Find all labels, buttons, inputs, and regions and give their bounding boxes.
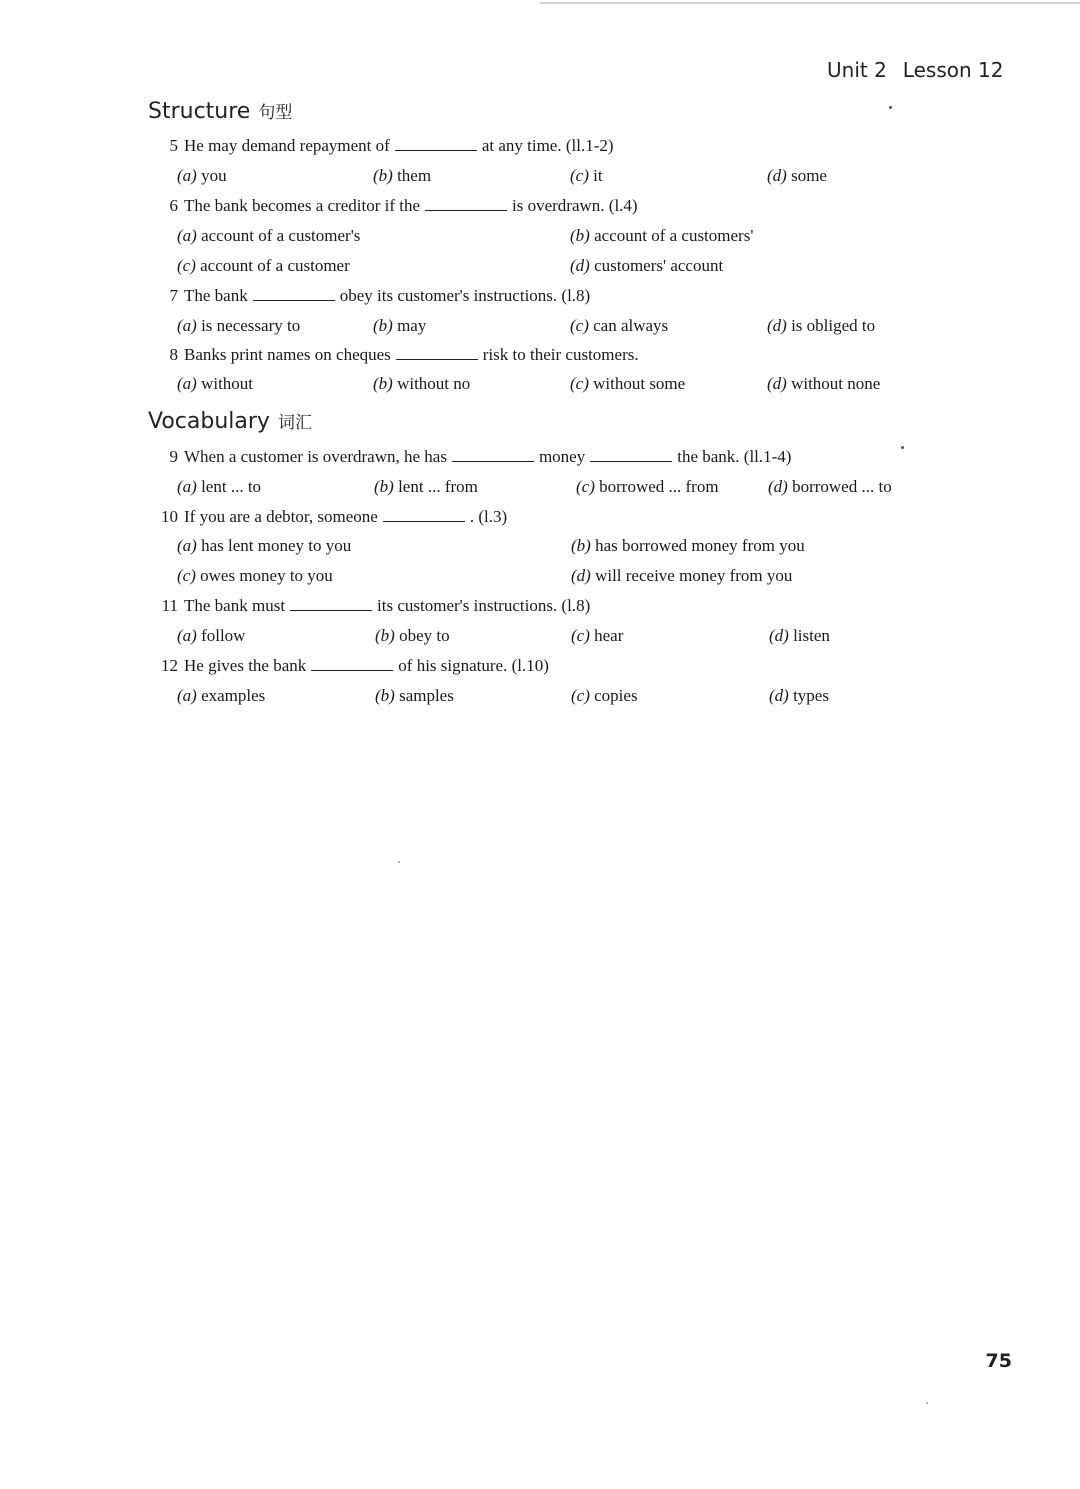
answer-blank[interactable] bbox=[311, 656, 393, 671]
option-letter: (d) bbox=[769, 686, 789, 705]
option-text: them bbox=[397, 166, 432, 185]
option-7a[interactable] bbox=[177, 315, 300, 337]
question-text: the bank. (ll.1-4) bbox=[677, 447, 792, 466]
question-8 bbox=[148, 344, 639, 366]
option-6d[interactable] bbox=[570, 255, 723, 277]
section-title-cn: 句型 bbox=[258, 103, 293, 123]
option-letter: (c) bbox=[570, 166, 589, 185]
option-5a[interactable] bbox=[177, 165, 227, 187]
answer-blank[interactable] bbox=[395, 136, 477, 151]
option-letter: (b) bbox=[571, 536, 591, 555]
option-5c[interactable] bbox=[570, 165, 603, 187]
scan-speck bbox=[926, 1402, 928, 1404]
option-8d[interactable] bbox=[767, 373, 880, 395]
option-text: without none bbox=[791, 374, 881, 393]
question-11 bbox=[148, 595, 590, 617]
option-letter: (b) bbox=[375, 686, 395, 705]
question-text: risk to their customers. bbox=[482, 345, 639, 364]
option-letter: (a) bbox=[177, 316, 197, 335]
unit-label: Unit 2 bbox=[827, 58, 887, 82]
option-7c[interactable] bbox=[570, 315, 668, 337]
question-text: If you are a debtor, someone bbox=[184, 507, 378, 526]
section-title-vocabulary bbox=[148, 408, 312, 434]
question-text: The bank becomes a creditor if the bbox=[184, 196, 421, 215]
option-text: account of a customer bbox=[200, 256, 350, 275]
option-letter: (b) bbox=[570, 226, 590, 245]
option-letter: (c) bbox=[570, 316, 589, 335]
running-header bbox=[827, 58, 1003, 82]
top-rule bbox=[540, 2, 1080, 4]
option-text: account of a customers' bbox=[594, 226, 754, 245]
option-text: can always bbox=[593, 316, 669, 335]
option-9c[interactable] bbox=[576, 476, 719, 498]
option-letter: (a) bbox=[177, 477, 197, 496]
question-12 bbox=[148, 655, 549, 677]
option-letter: (a) bbox=[177, 226, 197, 245]
option-11a[interactable] bbox=[177, 625, 245, 647]
option-text: some bbox=[791, 166, 827, 185]
option-text: without bbox=[201, 374, 254, 393]
option-letter: (b) bbox=[375, 626, 395, 645]
question-7 bbox=[148, 285, 590, 307]
option-text: borrowed ... to bbox=[792, 477, 892, 496]
option-letter: (a) bbox=[177, 626, 197, 645]
option-10d[interactable] bbox=[571, 565, 792, 587]
option-9b[interactable] bbox=[374, 476, 478, 498]
answer-blank[interactable] bbox=[452, 447, 534, 462]
answer-blank[interactable] bbox=[383, 507, 465, 522]
option-text: hear bbox=[594, 626, 624, 645]
scan-speck bbox=[901, 446, 904, 449]
option-letter: (b) bbox=[373, 374, 393, 393]
option-text: lent ... from bbox=[398, 477, 478, 496]
option-text: has borrowed money from you bbox=[595, 536, 805, 555]
question-number: 8 bbox=[169, 345, 178, 364]
option-letter: (b) bbox=[374, 477, 394, 496]
option-text: follow bbox=[201, 626, 246, 645]
question-5 bbox=[148, 135, 614, 157]
option-12a[interactable] bbox=[177, 685, 265, 707]
option-text: has lent money to you bbox=[201, 536, 352, 555]
section-title-text: Structure bbox=[148, 99, 251, 124]
option-letter: (c) bbox=[571, 686, 590, 705]
option-text: it bbox=[593, 166, 603, 185]
option-10b[interactable] bbox=[571, 535, 805, 557]
question-text: at any time. (ll.1-2) bbox=[481, 136, 614, 155]
option-7b[interactable] bbox=[373, 315, 426, 337]
question-text: The bank must bbox=[184, 596, 286, 615]
option-text: is necessary to bbox=[201, 316, 301, 335]
option-letter: (a) bbox=[177, 374, 197, 393]
question-6 bbox=[148, 195, 638, 217]
answer-blank[interactable] bbox=[253, 286, 335, 301]
option-letter: (a) bbox=[177, 166, 197, 185]
question-text: . (l.3) bbox=[469, 507, 508, 526]
option-letter: (c) bbox=[576, 477, 595, 496]
option-text: lent ... to bbox=[201, 477, 262, 496]
question-text: is overdrawn. (l.4) bbox=[512, 196, 638, 215]
option-8c[interactable] bbox=[570, 373, 685, 395]
option-10c[interactable] bbox=[177, 565, 333, 587]
option-12d[interactable] bbox=[769, 685, 829, 707]
option-6c[interactable] bbox=[177, 255, 350, 277]
question-text: He may demand repayment of bbox=[184, 136, 390, 155]
question-number: 11 bbox=[161, 596, 178, 615]
option-7d[interactable] bbox=[767, 315, 875, 337]
option-10a[interactable] bbox=[177, 535, 351, 557]
option-text: without no bbox=[397, 374, 471, 393]
option-11b[interactable] bbox=[375, 625, 450, 647]
option-letter: (a) bbox=[177, 686, 197, 705]
option-6b[interactable] bbox=[570, 225, 753, 247]
answer-blank[interactable] bbox=[290, 596, 372, 611]
option-letter: (c) bbox=[177, 566, 196, 585]
option-12c[interactable] bbox=[571, 685, 638, 707]
section-title-text: Vocabulary bbox=[148, 409, 270, 434]
option-text: customers' account bbox=[594, 256, 724, 275]
option-letter: (c) bbox=[570, 374, 589, 393]
option-text: account of a customer's bbox=[201, 226, 361, 245]
option-text: you bbox=[201, 166, 227, 185]
question-text: Banks print names on cheques bbox=[184, 345, 391, 364]
option-text: examples bbox=[201, 686, 266, 705]
option-letter: (d) bbox=[769, 626, 789, 645]
option-11c[interactable] bbox=[571, 625, 623, 647]
option-letter: (b) bbox=[373, 316, 393, 335]
page-number: 75 bbox=[985, 1350, 1012, 1372]
option-6a[interactable] bbox=[177, 225, 360, 247]
answer-blank[interactable] bbox=[590, 447, 672, 462]
option-text: may bbox=[397, 316, 427, 335]
question-text: money bbox=[538, 447, 586, 466]
question-9 bbox=[148, 446, 791, 468]
question-10 bbox=[148, 506, 507, 528]
option-9d[interactable] bbox=[768, 476, 892, 498]
option-text: copies bbox=[594, 686, 638, 705]
question-number: 12 bbox=[161, 656, 178, 675]
option-text: types bbox=[793, 686, 829, 705]
question-text: obey its customer's instructions. (l.8) bbox=[339, 286, 591, 305]
section-title-cn: 词汇 bbox=[277, 413, 312, 433]
question-number: 5 bbox=[169, 136, 178, 155]
option-8a[interactable] bbox=[177, 373, 253, 395]
option-letter: (d) bbox=[570, 256, 590, 275]
question-number: 10 bbox=[161, 507, 178, 526]
question-text: its customer's instructions. (l.8) bbox=[377, 596, 591, 615]
option-8b[interactable] bbox=[373, 373, 470, 395]
question-number: 6 bbox=[169, 196, 178, 215]
option-letter: (d) bbox=[767, 166, 787, 185]
section-title-structure bbox=[148, 98, 292, 124]
option-text: without some bbox=[593, 374, 686, 393]
question-text: of his signature. (l.10) bbox=[398, 656, 549, 675]
option-11d[interactable] bbox=[769, 625, 830, 647]
lesson-label: Lesson 12 bbox=[902, 58, 1004, 82]
answer-blank[interactable] bbox=[396, 345, 478, 360]
option-text: will receive money from you bbox=[595, 566, 793, 585]
question-text: When a customer is overdrawn, he has bbox=[184, 447, 447, 466]
option-letter: (c) bbox=[571, 626, 590, 645]
question-text: He gives the bank bbox=[184, 656, 307, 675]
scan-speck bbox=[398, 861, 400, 863]
option-letter: (a) bbox=[177, 536, 197, 555]
scan-speck bbox=[889, 106, 892, 109]
option-5d[interactable] bbox=[767, 165, 827, 187]
question-text: The bank bbox=[184, 286, 248, 305]
option-text: listen bbox=[793, 626, 830, 645]
option-text: borrowed ... from bbox=[599, 477, 719, 496]
option-text: obey to bbox=[399, 626, 450, 645]
option-text: owes money to you bbox=[200, 566, 333, 585]
option-letter: (d) bbox=[767, 316, 787, 335]
question-number: 7 bbox=[169, 286, 178, 305]
answer-blank[interactable] bbox=[425, 196, 507, 211]
option-9a[interactable] bbox=[177, 476, 261, 498]
option-12b[interactable] bbox=[375, 685, 454, 707]
option-text: samples bbox=[399, 686, 454, 705]
option-letter: (c) bbox=[177, 256, 196, 275]
question-number: 9 bbox=[169, 447, 178, 466]
option-letter: (d) bbox=[767, 374, 787, 393]
option-letter: (b) bbox=[373, 166, 393, 185]
option-text: is obliged to bbox=[791, 316, 876, 335]
option-letter: (d) bbox=[571, 566, 591, 585]
option-letter: (d) bbox=[768, 477, 788, 496]
option-5b[interactable] bbox=[373, 165, 431, 187]
